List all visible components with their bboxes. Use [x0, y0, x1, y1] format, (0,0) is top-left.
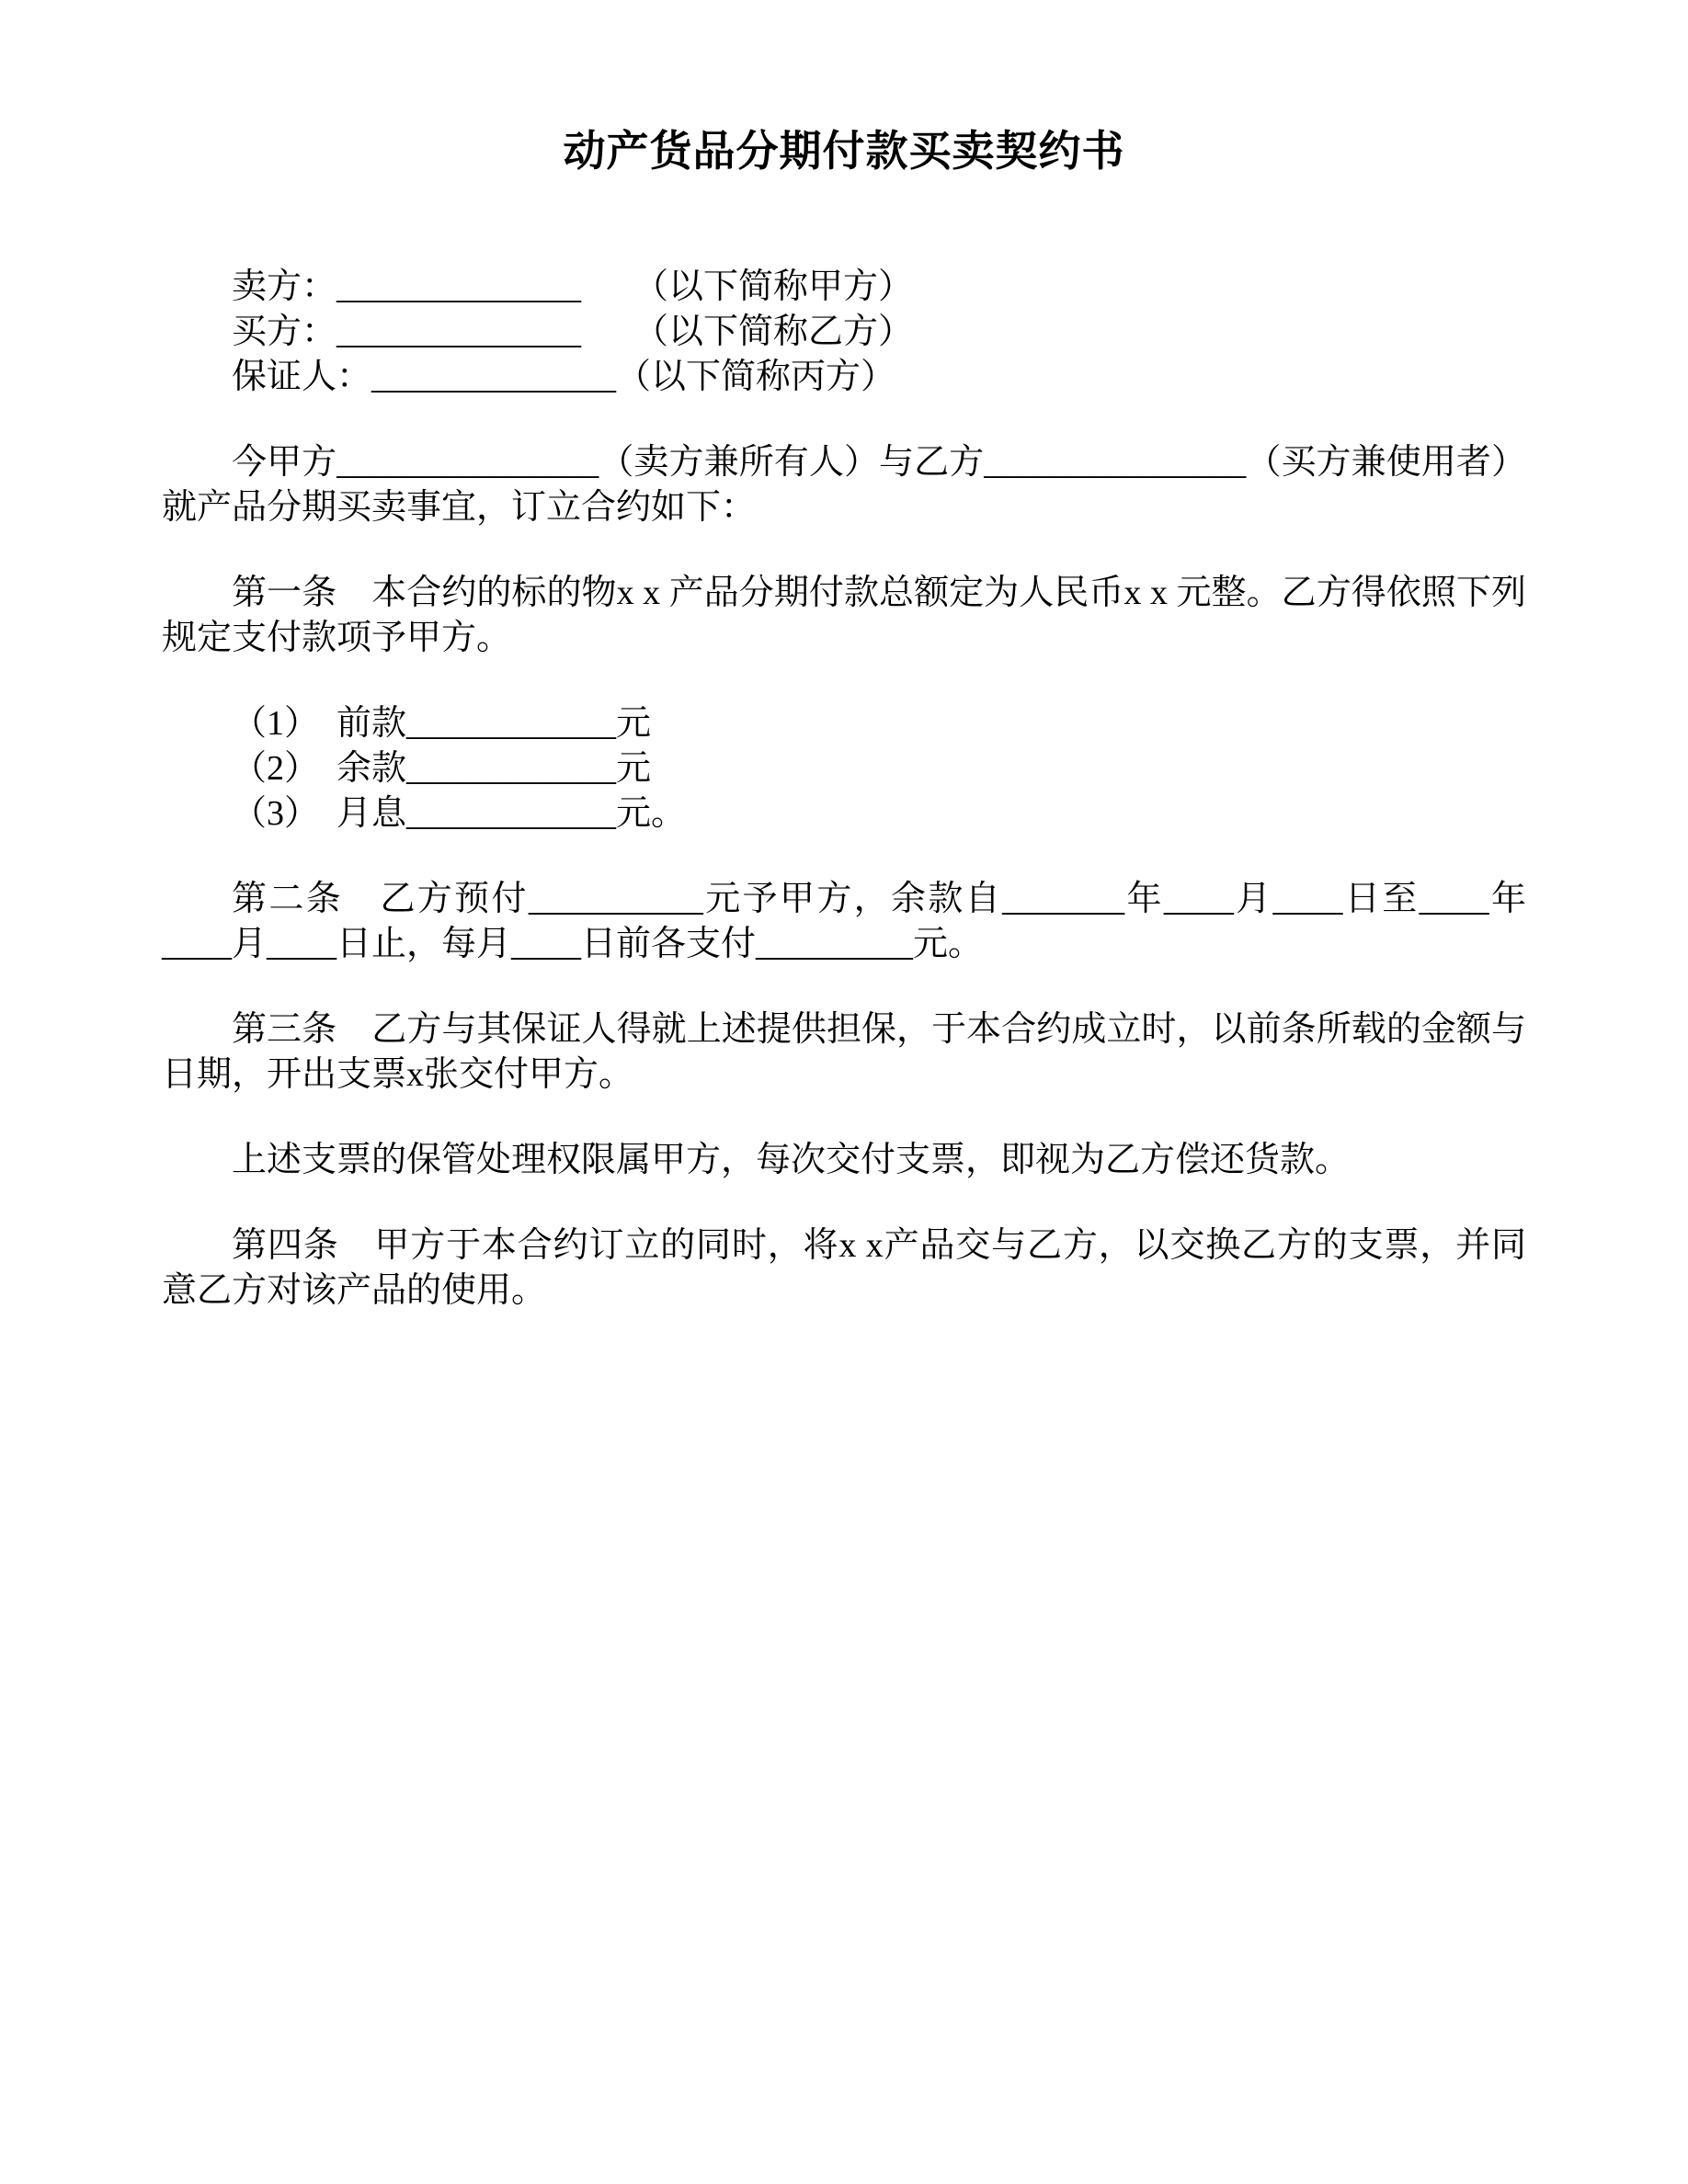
article-4-paragraph: 第四条 甲方于本合约订立的同时，将x x产品交与乙方，以交换乙方的支票，并同意乙方对该产品的使用。: [162, 1226, 1526, 1310]
article-1-paragraph: 第一条 本合约的标的物x x 产品分期付款总额定为人民币x x 元整。乙方得依照下列规定支付款项予甲方。: [162, 574, 1526, 657]
payment-item-2: （2） 余款____________元: [232, 749, 652, 788]
parties-section: [162, 265, 1526, 400]
party-line-seller: 卖方：______________ （以下简称甲方）: [232, 267, 914, 306]
party-line-guarantor: 保证人：______________（以下简称丙方）: [232, 358, 896, 396]
document-title: 动产货品分期付款买卖契约书: [563, 128, 1125, 175]
payment-items-list: [162, 701, 1526, 836]
payment-item-1: （1） 前款____________元: [232, 704, 652, 743]
article-3-paragraph: 第三条 乙方与其保证人得就上述提供担保，于本合约成立时，以前条所载的金额与日期，开出支票x张交付甲方。: [162, 1010, 1526, 1094]
payment-item-3: （3） 月息____________元。: [232, 794, 687, 833]
party-line-buyer: 买方：______________ （以下简称乙方）: [232, 313, 914, 351]
intro-paragraph: 今甲方_______________（卖方兼所有人）与乙方_______________（买方兼使用者）就产品分期买卖事宜，订立合约如下：: [162, 443, 1526, 527]
article-2-paragraph: 第二条 乙方预付__________元予甲方，余款自_______年____月____日至____年____月____日止，每月____日前各支付_________元。: [162, 880, 1526, 963]
article-3-note-paragraph: 上述支票的保管处理权限属甲方，每次交付支票，即视为乙方偿还货款。: [232, 1141, 1351, 1179]
